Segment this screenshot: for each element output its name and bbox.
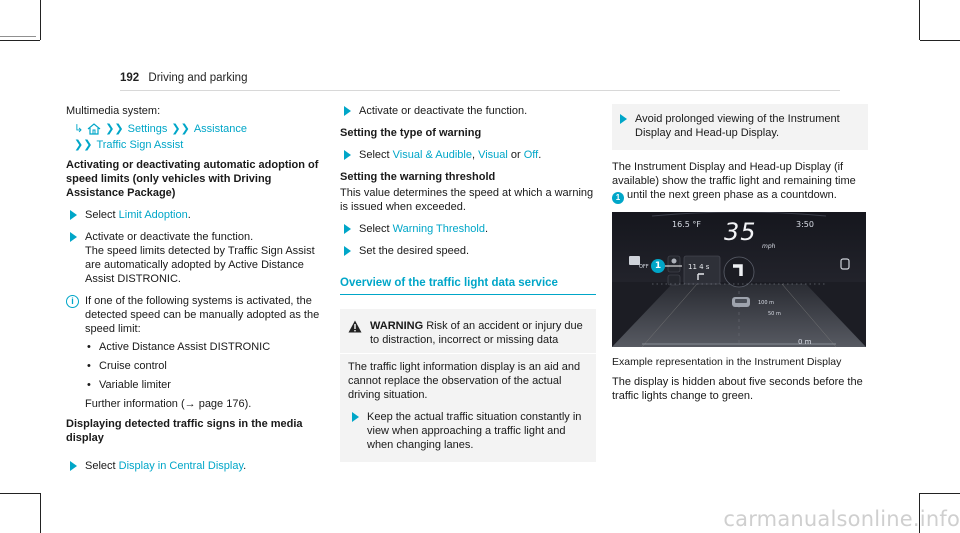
crop-mark xyxy=(920,493,960,494)
visual-audible-link[interactable]: Visual & Audible xyxy=(392,149,472,161)
step-text: Activate or deactivate the function. xyxy=(85,231,254,243)
watermark: carmanualsonline.info xyxy=(723,507,960,531)
countdown-readout: 11 4 s xyxy=(688,263,710,271)
step-text: . xyxy=(484,223,489,235)
step-arrow-icon xyxy=(70,232,77,242)
hidden-display-text: The display is hidden about five seconds before the traffic lights change to green. xyxy=(612,376,863,402)
step-display-central xyxy=(66,459,328,473)
description-text: The Instrument Display and Head-up Display (if available) show the traffic light and remaining time xyxy=(612,161,856,187)
step-arrow-icon xyxy=(70,461,77,471)
display-central-link[interactable]: Display in Central Display xyxy=(118,460,244,472)
crop-mark xyxy=(40,0,41,40)
step-select-threshold xyxy=(340,222,596,236)
section-heading-media-display: Displaying detected traffic signs in the media display xyxy=(66,418,303,444)
return-arrow-icon: ↳ xyxy=(74,123,84,135)
list-item: • Cruise control xyxy=(85,359,328,373)
column-2 xyxy=(340,104,596,462)
step-avoid-viewing xyxy=(616,112,860,140)
page-number: 192 xyxy=(120,72,140,84)
section-heading-speed-limits: Activating or deactivating automatic adoption of speed limits (only vehicles with Driving Assistance Package) xyxy=(66,159,319,199)
warning-step xyxy=(348,410,588,452)
warning-summary: Risk of an accident or injury due to distraction, incorrect or missing data xyxy=(370,320,583,346)
column-3 xyxy=(612,104,868,407)
warning-divider xyxy=(340,353,596,354)
speed-unit: mph xyxy=(762,243,776,250)
step-arrow-icon xyxy=(344,106,351,116)
clock-readout: 3:50 xyxy=(796,220,814,229)
step-arrow-icon xyxy=(344,150,351,160)
warning-box xyxy=(340,309,596,462)
list-item: • Active Distance Assist DISTRONIC xyxy=(85,340,328,354)
distance-marker: 50 m xyxy=(768,311,781,317)
double-chevron-icon: ❯❯ xyxy=(105,123,124,135)
distance-marker: 0 m xyxy=(798,338,812,346)
step-text: Set the desired speed. xyxy=(359,245,470,257)
crop-mark xyxy=(0,36,36,37)
section-title-traffic-light: Overview of the traffic light data service xyxy=(340,276,596,295)
note-text: If one of the following systems is activated, the detected speed can be manually adopted as the speed limit: xyxy=(85,295,320,335)
warning-threshold-link[interactable]: Warning Threshold xyxy=(392,223,485,235)
visual-link[interactable]: Visual xyxy=(478,149,508,161)
step-activate-function xyxy=(66,230,328,286)
crop-mark xyxy=(919,0,920,40)
threshold-description: This value determines the speed at which a warning is issued when exceeded. xyxy=(340,187,594,213)
list-item: • Variable limiter xyxy=(85,378,328,392)
info-icon: i xyxy=(66,295,79,308)
display-description xyxy=(612,160,868,204)
page-header xyxy=(120,72,247,84)
step-arrow-icon xyxy=(344,224,351,234)
warning-label: WARNING xyxy=(370,320,424,332)
step-text: Avoid prolonged viewing of the Instrument Display and Head-up Display. xyxy=(635,113,840,139)
header-divider xyxy=(120,90,840,91)
caution-tip-box xyxy=(612,104,868,150)
menu-traffic-sign-link[interactable]: Traffic Sign Assist xyxy=(96,139,184,151)
instrument-display-figure xyxy=(612,212,866,347)
figure-callout-marker: 1 xyxy=(651,259,665,273)
step-detail: The speed limits detected by Traffic Sign Assist are automatically adopted by Active Distance Assist DISTRONIC. xyxy=(85,245,315,285)
step-text: Activate or deactivate the function. xyxy=(359,105,528,117)
step-arrow-icon xyxy=(344,246,351,256)
step-select-warning-type xyxy=(340,148,596,162)
double-chevron-icon: ❯❯ xyxy=(74,139,93,151)
step-text: , xyxy=(471,149,479,161)
distance-marker: 100 m xyxy=(758,300,775,306)
column-1 xyxy=(66,104,328,481)
description-text: until the next green phase as a countdown. xyxy=(624,189,837,201)
step-arrow-icon xyxy=(352,412,359,422)
crop-mark xyxy=(0,40,40,41)
callout-marker: 1 xyxy=(612,192,624,204)
step-activate-function-2 xyxy=(340,104,596,118)
step-select-limit-adoption xyxy=(66,208,328,222)
figure-caption: Example representation in the Instrument Display xyxy=(612,356,842,368)
step-text: or xyxy=(507,149,524,161)
menu-settings-link[interactable]: Settings xyxy=(127,123,168,135)
step-set-speed xyxy=(340,244,596,258)
step-text: Select xyxy=(359,149,393,161)
off-link[interactable]: Off xyxy=(523,149,539,161)
temperature-readout: 16.5 °F xyxy=(672,220,701,229)
limit-adoption-link[interactable]: Limit Adoption xyxy=(118,209,188,221)
step-text: Select xyxy=(85,460,119,472)
step-text: . xyxy=(243,460,247,472)
section-heading-warning-threshold: Setting the warning threshold xyxy=(340,171,496,183)
section-heading-warning-type: Setting the type of warning xyxy=(340,127,482,139)
crop-mark xyxy=(920,40,960,41)
crop-mark xyxy=(0,493,40,494)
intro-text: Multimedia system: xyxy=(66,105,161,117)
step-text: Keep the actual traffic situation constantly in view when approaching a traffic light and when changing lanes. xyxy=(367,411,582,451)
menu-assistance-link[interactable]: Assistance xyxy=(193,123,248,135)
step-arrow-icon xyxy=(620,114,627,124)
system-list xyxy=(85,340,328,392)
step-arrow-icon xyxy=(70,210,77,220)
vehicle-icon xyxy=(732,297,750,307)
menu-path-cont xyxy=(66,138,328,152)
menu-path xyxy=(66,122,328,136)
crop-mark xyxy=(40,493,41,533)
home-icon[interactable] xyxy=(87,123,101,135)
double-chevron-icon: ❯❯ xyxy=(171,123,190,135)
page-section-title: Driving and parking xyxy=(148,72,248,84)
step-text: . xyxy=(187,209,191,221)
further-info-text: Further information (→ page 176). xyxy=(85,398,252,410)
step-text: Select xyxy=(85,209,119,221)
warning-paragraph: The traffic light information display is an aid and cannot replace the observation of the actual driving situation. xyxy=(348,361,581,401)
turn-gauge xyxy=(724,257,754,287)
step-text: Select xyxy=(359,223,393,235)
info-note xyxy=(66,294,328,411)
assist-off-label: OFF xyxy=(639,264,649,270)
warning-triangle-icon xyxy=(348,320,362,334)
step-text: . xyxy=(538,149,542,161)
speed-readout: 35 xyxy=(724,218,757,246)
